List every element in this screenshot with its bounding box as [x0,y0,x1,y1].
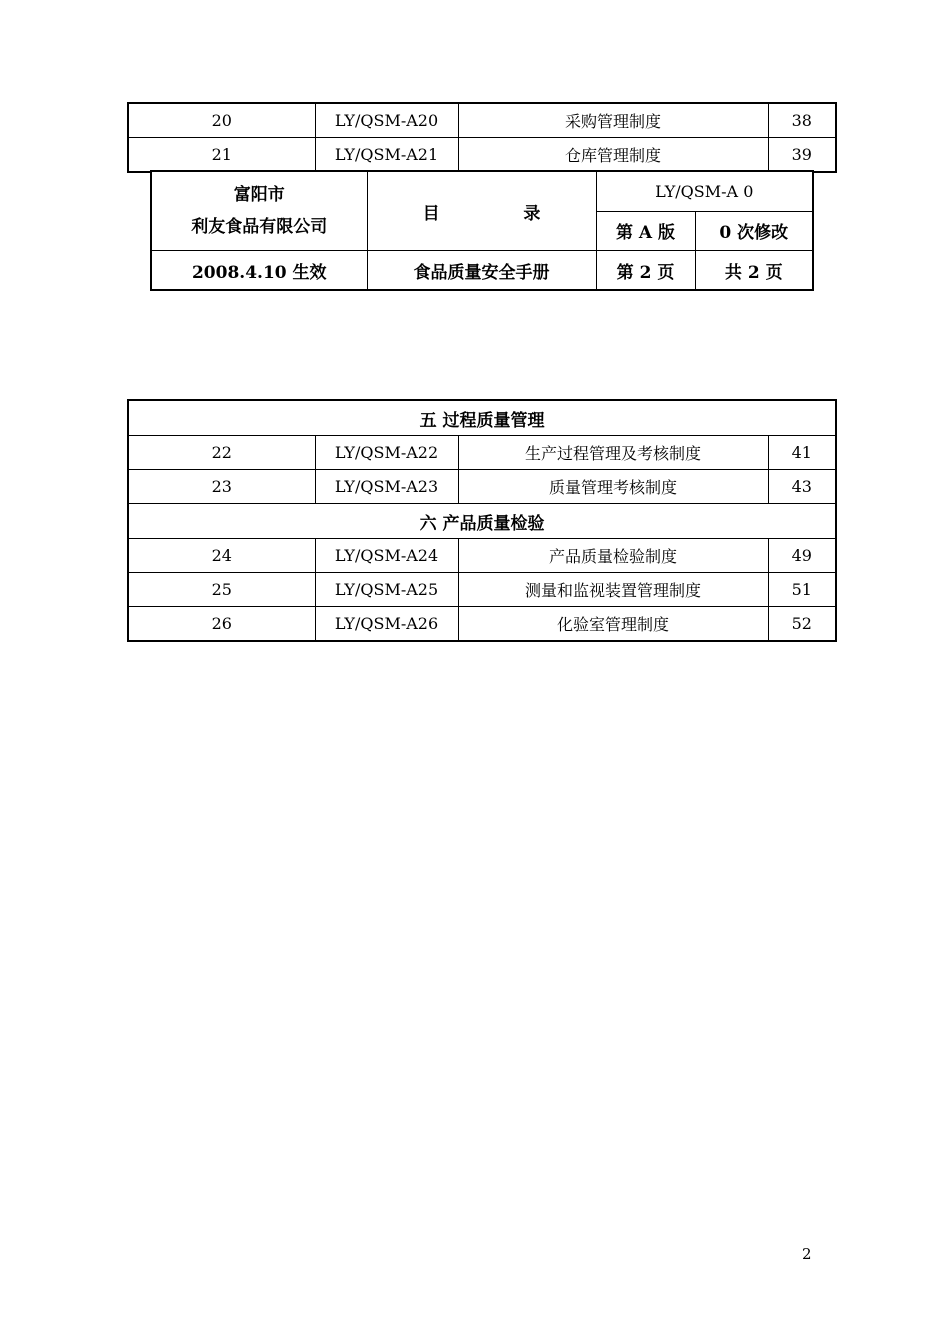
doc-code: LY/QSM-A20 [315,103,458,138]
row-number: 24 [128,539,315,573]
row-number: 22 [128,436,315,470]
row-number: 23 [128,470,315,504]
doc-title: 生产过程管理及考核制度 [458,436,768,470]
table-row [128,436,836,470]
effective-date-cell: 2008.4.10 生效 [151,251,367,291]
table-row [128,539,836,573]
section-row [128,400,836,436]
page-title [367,171,596,251]
total-pages-cell: 共 2 页 [695,251,813,291]
doc-code: LY/QSM-A23 [315,470,458,504]
table-row [128,470,836,504]
doc-title: 化验室管理制度 [458,607,768,642]
page-number: 2 [802,1245,812,1263]
document-header-table [150,170,814,291]
row-number: 21 [128,138,315,173]
doc-title: 测量和监视装置管理制度 [458,573,768,607]
section-title: 六 产品质量检验 [128,504,836,539]
title-char-left: 目 [422,203,440,224]
doc-code: LY/QSM-A26 [315,607,458,642]
title-char-right: 录 [523,203,541,224]
row-number: 26 [128,607,315,642]
revision-cell: 0 次修改 [695,211,813,251]
toc-continuation-table [127,102,837,173]
page-ref: 43 [768,470,836,504]
row-number: 25 [128,573,315,607]
section-title: 五 过程质量管理 [128,400,836,436]
doc-title: 采购管理制度 [458,103,768,138]
page-ref: 52 [768,607,836,642]
table-row [128,607,836,642]
doc-title: 仓库管理制度 [458,138,768,173]
doc-code-cell: LY/QSM-A 0 [596,171,813,211]
doc-code: LY/QSM-A24 [315,539,458,573]
company-name [151,171,367,251]
doc-code: LY/QSM-A22 [315,436,458,470]
doc-code: LY/QSM-A25 [315,573,458,607]
doc-title: 产品质量检验制度 [458,539,768,573]
page-ref: 38 [768,103,836,138]
page-ref: 41 [768,436,836,470]
manual-name-cell: 食品质量安全手册 [367,251,596,291]
page-label-cell: 第 2 页 [596,251,695,291]
page-ref: 49 [768,539,836,573]
doc-code: LY/QSM-A21 [315,138,458,173]
company-line-2: 利友食品有限公司 [191,217,328,237]
row-number: 20 [128,103,315,138]
edition-cell: 第 A 版 [596,211,695,251]
section-row [128,504,836,539]
page-ref: 51 [768,573,836,607]
company-line-1: 富阳市 [233,185,285,205]
table-row [128,103,836,138]
toc-table [127,399,837,642]
doc-title: 质量管理考核制度 [458,470,768,504]
page-ref: 39 [768,138,836,173]
table-row [128,138,836,173]
table-row [128,573,836,607]
